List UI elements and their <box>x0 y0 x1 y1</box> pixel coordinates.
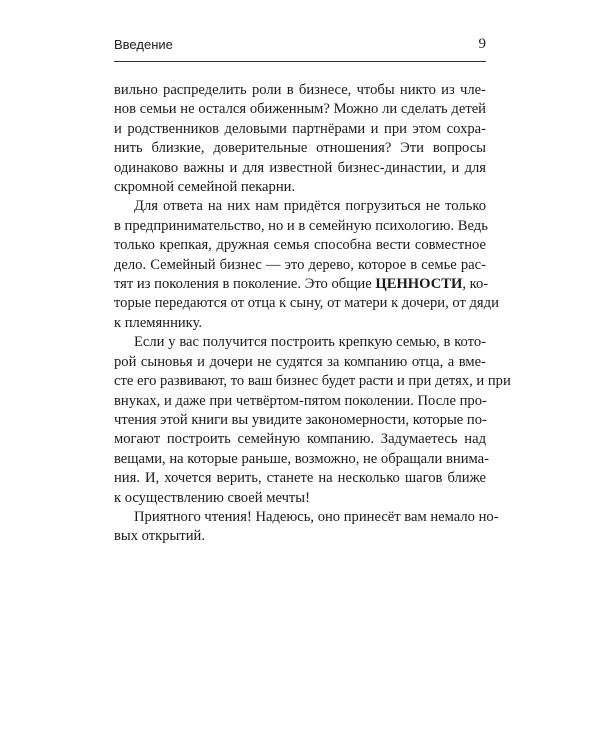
text-line: Если у вас получится построить крепкую семью, в кото- <box>134 334 486 351</box>
text-fragment: тят из поколения в поколение. Это общие <box>114 276 376 293</box>
text-line: к осуществлению своей мечты! <box>114 489 310 506</box>
text-line: Приятного чтения! Надеюсь, оно принесёт вам немало но- <box>134 508 499 525</box>
emphasis-word: ЦЕННОСТИ <box>375 276 463 293</box>
text-line: сте его развивают, то ваш бизнес будет расти и при детях, и при <box>114 373 511 390</box>
text-line: в предпринимательство, но и в семейную психологию. Ведь <box>114 217 488 234</box>
text-line: внуках, и даже при четвёртом-пятом поколении. После про- <box>114 392 487 409</box>
paragraph-4 <box>114 508 499 547</box>
text-line: могают построить семейную компанию. Задумаетесь над <box>114 431 486 448</box>
text-line: одинаково важны и для известной бизнес-династии, и для <box>114 159 486 176</box>
text-line: к племяннику. <box>114 314 203 331</box>
text-line: вых открытий. <box>114 528 205 545</box>
text-fragment: , ко- <box>462 276 489 293</box>
page-number: 9 <box>478 36 486 52</box>
text-line: торые передаются от отца к сыну, от матери к дочери, от дяди <box>114 295 499 312</box>
paragraph-3 <box>114 333 511 508</box>
header-rule <box>114 61 486 62</box>
body-text <box>114 81 511 547</box>
section-title: Введение <box>114 37 173 52</box>
text-line: нов семьи не остался обиженным? Можно ли сделать детей <box>114 101 486 118</box>
text-line: только крепкая, дружная семья способна вести совместное <box>114 237 486 254</box>
text-line: ния. И, хочется верить, станете на несколько шагов ближе <box>114 470 486 487</box>
text-line: чтения этой книги вы увидите закономерности, которые по- <box>114 411 487 428</box>
text-line: нить близкие, доверительные отношения? Эти вопросы <box>114 140 486 157</box>
paragraph-2 <box>114 197 499 333</box>
text-line: Для ответа на них нам придётся погрузиться не только <box>134 198 486 215</box>
text-line: вещами, на которые раньше, возможно, не обращали внима- <box>114 450 489 467</box>
text-line: вильно распределить роли в бизнесе, чтобы никто из чле- <box>114 82 486 98</box>
running-head <box>114 36 486 58</box>
text-line: скромной семейной пекарни. <box>114 179 296 196</box>
text-line-with-emphasis <box>114 275 489 294</box>
text-line: и родственников деловыми партнёрами и при этом сохра- <box>114 120 486 137</box>
paragraph-1 <box>114 81 486 197</box>
text-line: рой сыновья и дочери не судятся за компанию отца, а вме- <box>114 353 486 370</box>
text-line: дело. Семейный бизнес — это дерево, которое в семье рас- <box>114 256 486 273</box>
